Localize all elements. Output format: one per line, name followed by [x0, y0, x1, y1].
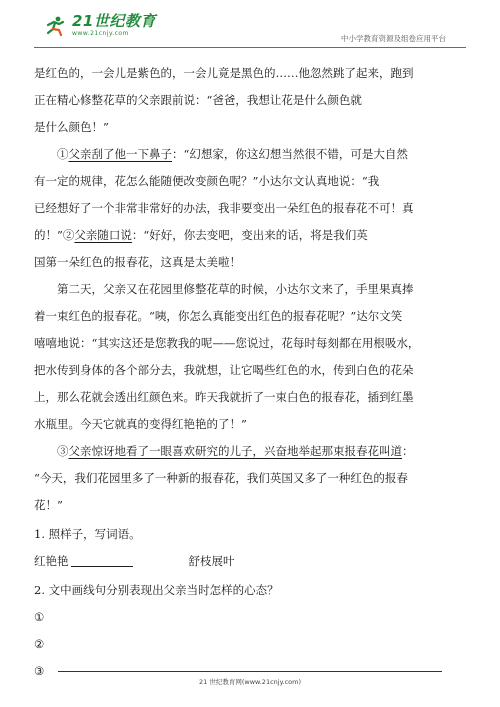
- text-line: 水瓶里。今天它就真的变得红艳艳的了！”: [34, 417, 247, 431]
- logo-title: 21世纪教育: [72, 12, 156, 30]
- question-1: [34, 521, 466, 575]
- answer-blank[interactable]: [71, 554, 133, 567]
- text-line: 嘻嘻地说：“其实这还是您教我的呢——您说过，花每时每刻都在用根吸水，: [34, 336, 420, 350]
- text-line: 花！”: [34, 498, 63, 512]
- text-line: ：“幻想家，你这幻想当然很不错，可是大自然: [172, 147, 408, 161]
- paragraph-4-cont: [34, 465, 466, 519]
- circled-number: ①: [57, 147, 69, 161]
- text-line: 已经想好了一个非常非常好的办法，我非要变出一朵红色的报春花不可！真: [34, 201, 414, 215]
- circled-number: ②: [62, 228, 75, 242]
- underlined-sentence-3: 父亲惊讶地看了一眼喜欢研究的儿子，兴奋地举起那束报春花叫道: [68, 444, 402, 458]
- running-figure-icon: [44, 16, 66, 36]
- footer-divider: [58, 671, 442, 672]
- text-line: 着一束红色的报春花。“咦，你怎么真能变出红色的报春花呢？”达尔文笑: [34, 309, 403, 323]
- question-1-title: 1. 照样子，写词语。: [34, 527, 141, 541]
- text-line: 把水传到身体的各个部分去，我就想，让它喝些红色的水，传到白色的花朵: [34, 363, 414, 377]
- text-line: 是什么颜色！”: [34, 120, 109, 134]
- paragraph-3: [34, 276, 466, 303]
- example-word-1: 红艳艳: [34, 548, 133, 575]
- header-divider: [34, 47, 466, 48]
- answer-line-3: ③: [34, 664, 45, 678]
- example-word-2: 舒枝展叶: [188, 554, 235, 568]
- text-line: 国第一朵红色的报春花，这真是太美啦！: [34, 255, 241, 269]
- underlined-sentence-1: 父亲刮了他一下鼻子: [68, 147, 172, 161]
- paragraph-1: [34, 60, 466, 141]
- text-line: “今天，我们花园里多了一种新的报春花，我们英国又多了一种红色的报春: [34, 471, 408, 485]
- circled-number: ③: [57, 444, 69, 458]
- text-line: ：: [402, 444, 414, 458]
- question-2: [34, 577, 466, 685]
- document-body: [34, 60, 466, 685]
- site-logo: [44, 14, 156, 37]
- answer-line-1: ①: [34, 610, 45, 624]
- text-line: 的！”: [34, 228, 63, 242]
- platform-name: 中小学教育资源及组卷应用平台: [341, 34, 446, 43]
- page-header: [0, 0, 500, 52]
- question-2-title: 2. 文中画线句分别表现出父亲当时怎样的心态？: [34, 583, 279, 597]
- text-line: ：“好好，你去变吧，变出来的话，将是我们英: [131, 228, 368, 242]
- logo-url: www.21cnjy.com: [72, 30, 129, 37]
- paragraph-2-cont: [34, 168, 466, 276]
- page-footer: 21 世纪教育网(www.21cnjy.com): [199, 678, 301, 686]
- underlined-sentence-2: 父亲随口说: [74, 228, 132, 242]
- paragraph-2: [34, 141, 466, 168]
- text-line: 是红色的，一会儿是紫色的，一会儿竟是黑色的……他忽然跳了起来，跑到: [34, 66, 414, 80]
- paragraph-3-cont: [34, 303, 466, 438]
- text-line: 第二天，父亲又在花园里修整花草的时候，小达尔文来了，手里果真捧: [57, 282, 414, 296]
- text-line: 正在精心修整花草的父亲跟前说：“爸爸，我想让花是什么颜色就: [34, 93, 362, 107]
- text-line: 有一定的规律，花怎么能随便改变颜色呢？”小达尔文认真地说：“我: [34, 174, 380, 188]
- paragraph-4: [34, 438, 466, 465]
- answer-line-2: ②: [34, 637, 45, 651]
- text-line: 上，那么花就会透出红颜色来。昨天我就折了一束白色的报春花，插到红墨: [34, 390, 414, 404]
- question-1-items: [34, 548, 466, 575]
